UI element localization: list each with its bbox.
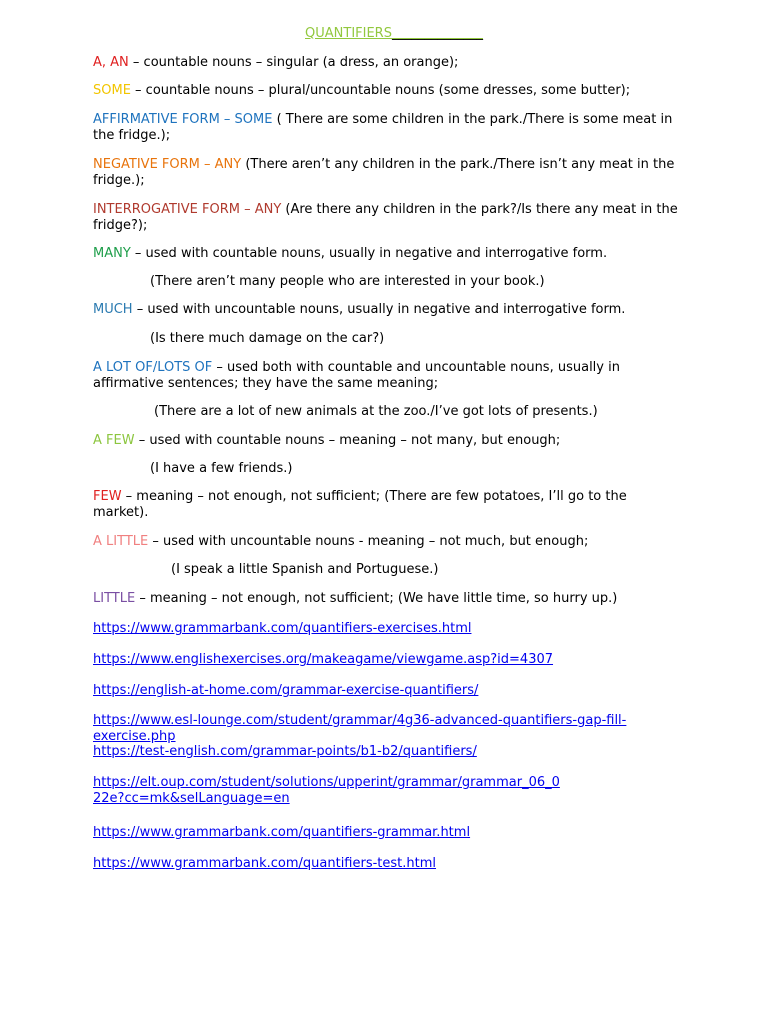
rule-text: – used with countable nouns, usually in negative and interrogative form. [130, 246, 608, 261]
document-title [0, 26, 768, 42]
example-many: (There aren’t many people who are interested in your book.) [150, 274, 545, 289]
keyword-affirmative: AFFIRMATIVE FORM – SOME [93, 112, 273, 127]
rule-affirmative [93, 112, 683, 144]
rule-text: – used with countable nouns – meaning – not many, but enough; [134, 433, 561, 448]
link-english-at-home[interactable]: https://english-at-home.com/grammar-exercise-quantifiers/ [93, 683, 479, 698]
keyword-many: MANY [93, 246, 131, 261]
keyword-a-an: A, AN [93, 55, 129, 70]
link-grammarbank-exercises[interactable]: https://www.grammarbank.com/quantifiers-exercises.html [93, 621, 472, 636]
link-esl-lounge[interactable]: https://www.esl-lounge.com/student/grammar/4g36-advanced-quantifiers-gap-fill-exercise.php [93, 713, 627, 744]
rule-text: – meaning – not enough, not sufficient; (There are few potatoes, I’ll go to the market). [93, 489, 627, 520]
rule-negative [93, 157, 683, 189]
rule-text: ( There are some children in the park./There is some meat in the fridge.); [93, 112, 673, 143]
example-much: (Is there much damage on the car?) [150, 331, 385, 346]
link-grammarbank-test[interactable]: https://www.grammarbank.com/quantifiers-test.html [93, 856, 437, 871]
rule-a-few [93, 433, 683, 449]
keyword-little: LITTLE [93, 591, 136, 606]
rule-some [93, 83, 683, 99]
rule-text: – meaning – not enough, not sufficient; (We have little time, so hurry up.) [135, 591, 618, 606]
rule-text: – used with uncountable nouns, usually in negative and interrogative form. [132, 302, 626, 317]
rule-little [93, 591, 683, 607]
link-englishexercises[interactable]: https://www.englishexercises.org/makeagame/viewgame.asp?id=4307 [93, 652, 554, 667]
example-a-little: (I speak a little Spanish and Portuguese.) [171, 562, 439, 577]
rule-text: – used both with countable and uncountable nouns, usually in affirmative sentences; they have the same meaning; [93, 360, 620, 391]
rule-much [93, 302, 683, 318]
link-test-english[interactable]: https://test-english.com/grammar-points/b1-b2/quantifiers/ [93, 744, 477, 759]
keyword-some: SOME [93, 83, 131, 98]
link-grammarbank-grammar[interactable]: https://www.grammarbank.com/quantifiers-grammar.html [93, 825, 471, 840]
keyword-interrogative: INTERROGATIVE FORM – ANY [93, 202, 282, 217]
rule-interrogative [93, 202, 683, 234]
rule-a-lot-of [93, 360, 683, 392]
keyword-much: MUCH [93, 302, 133, 317]
keyword-few: FEW [93, 489, 122, 504]
rule-text: – countable nouns – singular (a dress, an orange); [128, 55, 459, 70]
rule-text: – used with uncountable nouns - meaning – not much, but enough; [148, 534, 589, 549]
keyword-a-lot-of: A LOT OF/LOTS OF [93, 360, 213, 375]
rule-few [93, 489, 683, 521]
example-a-lot-of: (There are a lot of new animals at the zoo./I’ve got lots of presents.) [154, 404, 598, 419]
rule-text: – countable nouns – plural/uncountable nouns (some dresses, some butter); [130, 83, 631, 98]
rule-many [93, 246, 683, 262]
rule-text: (Are there any children in the park?/Is there any meat in the fridge?); [93, 202, 678, 233]
link-elt-oup[interactable]: https://elt.oup.com/student/solutions/upperint/grammar/grammar_06_022e?cc=mk&selLanguage=en [93, 775, 560, 806]
rule-a-little [93, 534, 683, 550]
title-underline: ______________ [391, 26, 483, 41]
rule-a-an [93, 55, 683, 71]
rule-text: (There aren’t any children in the park./There isn’t any meat in the fridge.); [93, 157, 675, 188]
example-a-few: (I have a few friends.) [150, 461, 293, 476]
keyword-a-little: A LITTLE [93, 534, 149, 549]
keyword-a-few: A FEW [93, 433, 135, 448]
keyword-negative: NEGATIVE FORM – ANY [93, 157, 242, 172]
title-text: QUANTIFIERS [305, 26, 392, 41]
